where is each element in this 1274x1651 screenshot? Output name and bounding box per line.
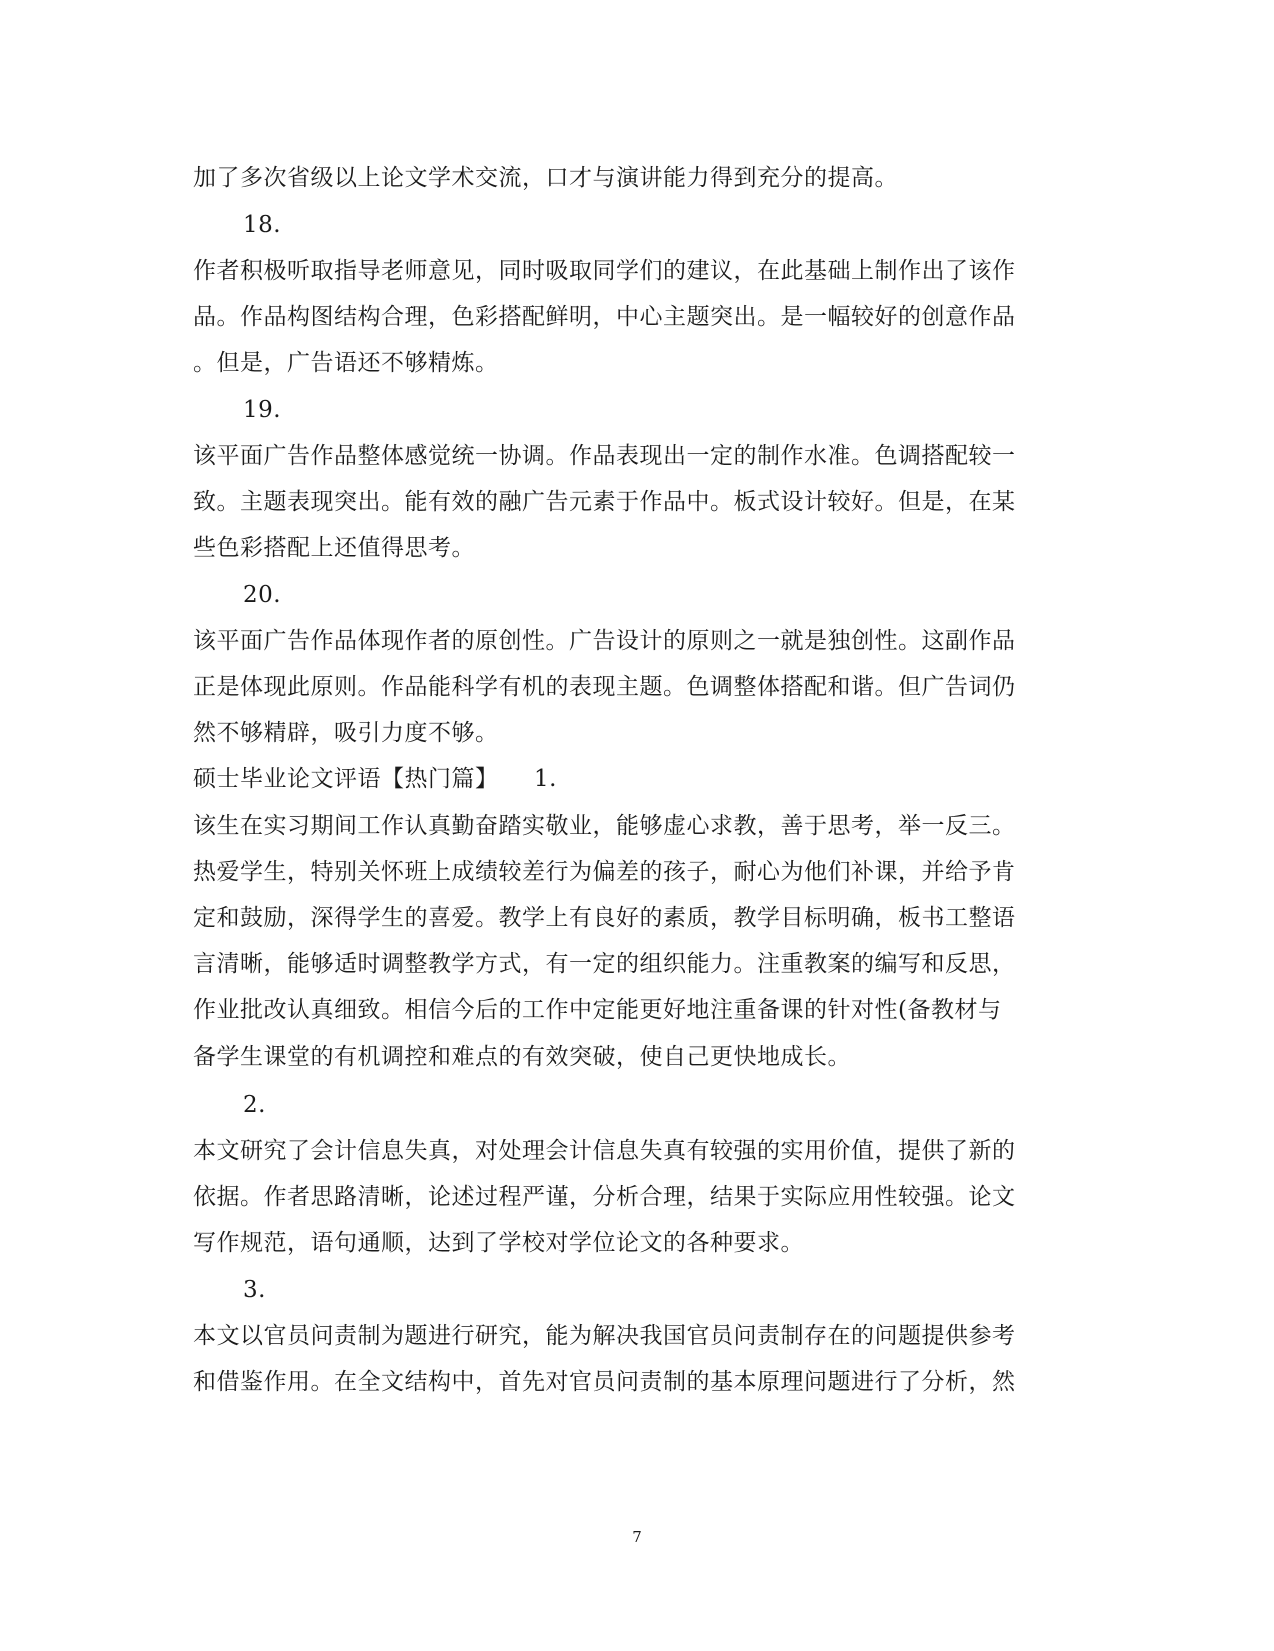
text-line: 作者积极听取指导老师意见，同时吸取同学们的建议，在此基础上制作出了该作	[193, 258, 1016, 284]
item-number: 3.	[243, 1277, 266, 1303]
text-line: 热爱学生，特别关怀班上成绩较差行为偏差的孩子，耐心为他们补课，并给予肯	[193, 859, 1016, 885]
item-number: 2.	[243, 1092, 266, 1118]
text-line: 致。主题表现突出。能有效的融广告元素于作品中。板式设计较好。但是，在某	[193, 489, 1016, 515]
text-line: 。但是，广告语还不够精炼。	[193, 350, 499, 376]
text-line: 然不够精辟，吸引力度不够。	[193, 720, 499, 746]
text-line: 正是体现此原则。作品能科学有机的表现主题。色调整体搭配和谐。但广告词仍	[193, 674, 1016, 700]
text-line: 言清晰，能够适时调整教学方式，有一定的组织能力。注重教案的编写和反思，	[193, 951, 1016, 977]
text-line: 该平面广告作品整体感觉统一协调。作品表现出一定的制作水准。色调搭配较一	[193, 443, 1016, 469]
text-line: 和借鉴作用。在全文结构中，首先对官员问责制的基本原理问题进行了分析，然	[193, 1369, 1016, 1395]
page-number: 7	[632, 1528, 642, 1546]
text-line: 作业批改认真细致。相信今后的工作中定能更好地注重备课的针对性(备教材与	[193, 997, 1002, 1023]
item-number: 20.	[243, 582, 282, 608]
item-number: 19.	[243, 397, 282, 423]
text-line: 本文研究了会计信息失真，对处理会计信息失真有较强的实用价值，提供了新的	[193, 1138, 1016, 1164]
text-line: 备学生课堂的有机调控和难点的有效突破，使自己更快地成长。	[193, 1044, 851, 1070]
text-line: 写作规范，语句通顺，达到了学校对学位论文的各种要求。	[193, 1230, 804, 1256]
text-line: 些色彩搭配上还值得思考。	[193, 535, 475, 561]
text-line: 该平面广告作品体现作者的原创性。广告设计的原则之一就是独创性。这副作品	[193, 628, 1016, 654]
text-line: 依据。作者思路清晰，论述过程严谨，分析合理，结果于实际应用性较强。论文	[193, 1184, 1016, 1210]
text-line: 品。作品构图结构合理，色彩搭配鲜明，中心主题突出。是一幅较好的创意作品	[193, 304, 1016, 330]
item-number: 18.	[243, 212, 282, 238]
text-line: 加了多次省级以上论文学术交流，口才与演讲能力得到充分的提高。	[193, 165, 898, 191]
text-line: 定和鼓励，深得学生的喜爱。教学上有良好的素质，教学目标明确，板书工整语	[193, 905, 1016, 931]
section-heading: 硕士毕业论文评语【热门篇】 1.	[193, 766, 557, 792]
text-line: 该生在实习期间工作认真勤奋踏实敬业，能够虚心求教，善于思考，举一反三。	[193, 813, 1016, 839]
text-line: 本文以官员问责制为题进行研究，能为解决我国官员问责制存在的问题提供参考	[193, 1323, 1016, 1349]
